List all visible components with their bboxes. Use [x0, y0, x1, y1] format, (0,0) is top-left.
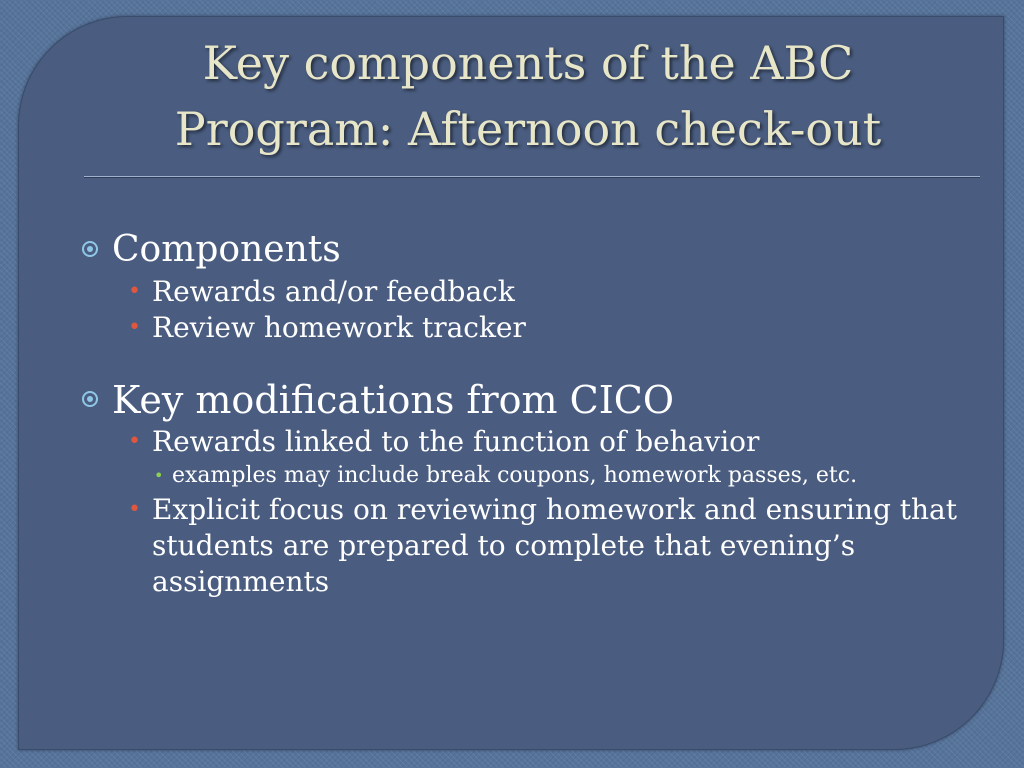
dot-bullet-icon: • — [128, 497, 141, 522]
dot-bullet-icon: • — [128, 279, 141, 304]
bullet-components — [80, 228, 980, 272]
small-dot-bullet-icon: • — [154, 466, 164, 485]
bullet-text: Rewards and/or feedback — [152, 275, 515, 308]
bullet-text: Review homework tracker — [152, 311, 526, 344]
sub-bullet-review-homework — [80, 310, 980, 346]
title-divider — [84, 176, 980, 177]
dot-bullet-icon: • — [128, 315, 141, 340]
sub-sub-bullet-examples — [80, 460, 980, 492]
bullet-key-modifications — [80, 378, 980, 422]
bullet-text: Rewards linked to the function of behavior — [152, 425, 760, 458]
bullet-text: examples may include break coupons, homework passes, etc. — [172, 463, 858, 488]
circle-bullet-icon — [82, 391, 98, 407]
sub-bullet-explicit-focus — [80, 492, 980, 600]
sub-bullet-rewards-feedback — [80, 274, 980, 310]
slide-panel — [18, 16, 1004, 750]
bullet-text: Key modifications from CICO — [112, 378, 674, 422]
sub-bullet-rewards-linked — [80, 424, 980, 460]
slide-body — [80, 228, 980, 600]
circle-bullet-icon — [82, 241, 98, 257]
bullet-text: Components — [112, 229, 341, 270]
bullet-text: Explicit focus on reviewing homework and ensuring that students are prepared to complete that evening’s assignments — [152, 493, 957, 598]
dot-bullet-icon: • — [128, 429, 141, 454]
slide-title: Key components of the ABC Program: Afternoon check-out — [174, 36, 882, 156]
